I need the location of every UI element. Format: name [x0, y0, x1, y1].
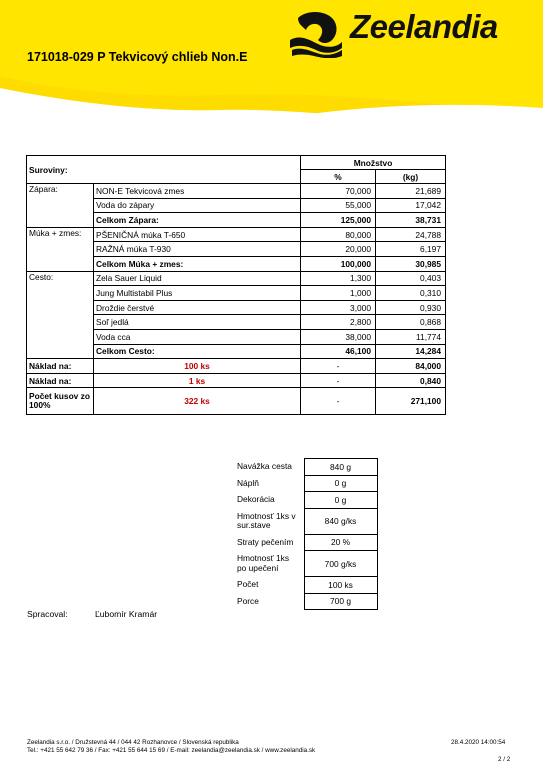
cost-label: Náklad na:	[27, 373, 94, 388]
header-spacer	[207, 156, 301, 184]
ingredient-kg: 0,930	[376, 300, 446, 315]
ingredient-percent: 55,000	[301, 198, 376, 213]
pieces-dash: -	[301, 388, 376, 415]
group-total-kg: 38,731	[376, 213, 446, 228]
ingredient-name: Voda do zápary	[94, 198, 301, 213]
group-label: Zápara:	[27, 184, 94, 228]
quantity-header: Množstvo	[301, 156, 446, 170]
ingredient-percent: 20,000	[301, 242, 376, 257]
pieces-kg: 271,100	[376, 388, 446, 415]
lion-logo-icon	[288, 10, 344, 58]
ingredient-name: PŠENIČNÁ múka T-650	[94, 227, 301, 242]
prepared-by-name: Ľubomír Kramár	[95, 609, 158, 619]
ingredient-kg: 21,689	[376, 184, 446, 199]
pieces-count: 322 ks	[94, 388, 301, 415]
group-label: Múka + zmes:	[27, 227, 94, 271]
ingredient-percent: 1,300	[301, 271, 376, 286]
summary-label: Navážka cesta	[237, 461, 292, 471]
ingredient-kg: 24,788	[376, 227, 446, 242]
summary-value: 700 g	[304, 593, 377, 610]
summary-label: Straty pečením	[237, 536, 294, 547]
kg-column-header: (kg)	[376, 170, 446, 184]
summary-value: 100 ks	[304, 577, 377, 594]
footer-address: Zeelandia s.r.o. / Družstevná 44 / 044 42 Rozhanovce / Slovenská republika	[27, 739, 239, 746]
ingredient-name: RAŽNÁ múka T-930	[94, 242, 301, 257]
footer-contact: Tel.: +421 55 642 79 36 / Fax: +421 55 644 15 69 / E-mail: zeelandia@zeelandia.sk / www.zeelandia.sk	[27, 747, 316, 754]
ingredient-percent: 70,000	[301, 184, 376, 199]
summary-label: Porce	[237, 595, 259, 606]
cost-count: 100 ks	[94, 359, 301, 374]
summary-label: Náplň	[237, 477, 259, 488]
group-total-label: Celkom Múka + zmes:	[94, 256, 301, 271]
summary-label: Počet	[237, 579, 259, 589]
cost-kg: 0,840	[376, 373, 446, 388]
group-total-label: Celkom Cesto:	[94, 344, 301, 359]
percent-column-header: %	[301, 170, 376, 184]
ingredient-percent: 1,000	[301, 286, 376, 301]
production-summary	[234, 458, 378, 610]
summary-label: Hmotnosť 1ks v sur.stave	[237, 510, 296, 530]
summary-label: Dekorácia	[237, 494, 275, 504]
page-number: 2 / 2	[498, 756, 511, 763]
prepared-by-label: Spracoval:	[27, 609, 68, 619]
ingredient-name: Droždie čerstvé	[94, 300, 301, 315]
ingredient-kg: 0,310	[376, 286, 446, 301]
ingredient-kg: 6,197	[376, 242, 446, 257]
group-total-label: Celkom Zápara:	[94, 213, 301, 228]
ingredient-percent: 3,000	[301, 300, 376, 315]
group-total-kg: 30,985	[376, 256, 446, 271]
group-total-percent: 46,100	[301, 344, 376, 359]
group-label: Cesto:	[27, 271, 94, 359]
ingredient-percent: 38,000	[301, 329, 376, 344]
ingredient-kg: 17,042	[376, 198, 446, 213]
summary-value: 0 g	[304, 475, 377, 492]
recipe-table	[26, 155, 446, 415]
ingredient-name: Soľ jedlá	[94, 315, 301, 330]
ingredient-name: Voda cca	[94, 329, 301, 344]
cost-count: 1 ks	[94, 373, 301, 388]
ingredient-percent: 2,800	[301, 315, 376, 330]
footer-timestamp: 28.4.2020 14:00:54	[451, 739, 506, 746]
ingredient-kg: 0,403	[376, 271, 446, 286]
summary-value: 840 g/ks	[304, 508, 377, 534]
ingredient-name: NON-E Tekvicová zmes	[94, 184, 301, 199]
cost-kg: 84,000	[376, 359, 446, 374]
cost-label: Náklad na:	[27, 359, 94, 374]
pieces-label: Počet kusov zo 100%	[27, 388, 94, 415]
summary-value: 700 g/ks	[304, 551, 377, 577]
summary-value: 0 g	[304, 492, 377, 509]
ingredients-header: Suroviny:	[27, 156, 207, 184]
cost-dash: -	[301, 373, 376, 388]
ingredient-name: Jung Multistabil Plus	[94, 286, 301, 301]
ingredient-name: Zela Sauer Liquid	[94, 271, 301, 286]
group-total-percent: 125,000	[301, 213, 376, 228]
cost-dash: -	[301, 359, 376, 374]
group-total-kg: 14,284	[376, 344, 446, 359]
summary-value: 20 %	[304, 534, 377, 551]
summary-value: 840 g	[304, 459, 377, 476]
ingredient-kg: 11,774	[376, 329, 446, 344]
group-total-percent: 100,000	[301, 256, 376, 271]
summary-label: Hmotnosť 1ks po upečení	[237, 553, 290, 573]
ingredient-kg: 0,868	[376, 315, 446, 330]
logo-wordmark: Zeelandia	[350, 8, 498, 45]
page-title: 171018-029 P Tekvicový chlieb Non.E	[27, 50, 248, 64]
ingredient-percent: 80,000	[301, 227, 376, 242]
